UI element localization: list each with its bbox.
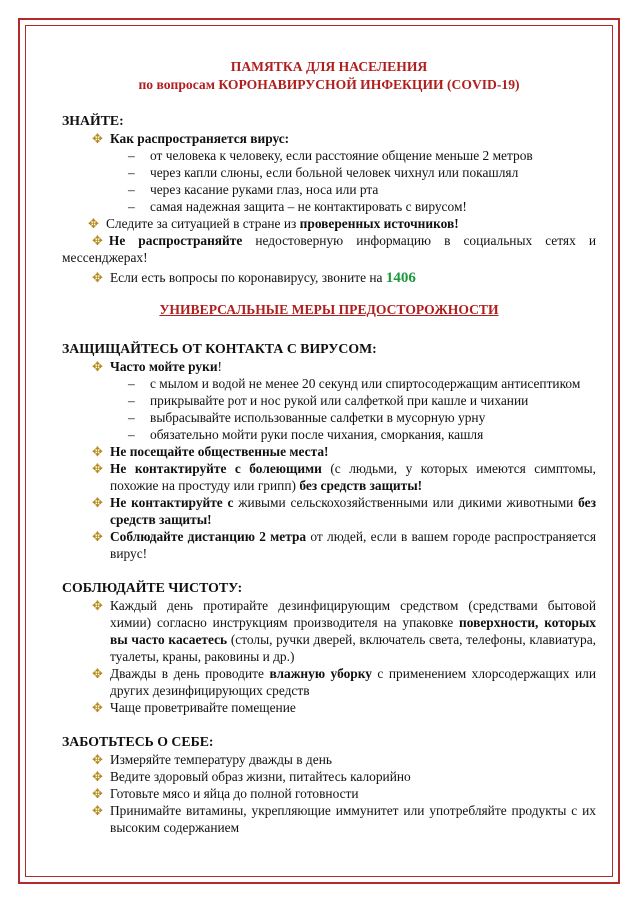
- list-item: [62, 785, 596, 802]
- bullet-icon: ✥: [92, 700, 103, 715]
- list-item-hotline: [62, 269, 596, 287]
- dash-icon: –: [128, 410, 135, 425]
- list-item-sick: [62, 460, 596, 494]
- bullet-icon: ✥: [92, 270, 103, 285]
- sub-item: [62, 375, 596, 392]
- bullet-icon: ✥: [92, 461, 103, 476]
- bullet-icon: ✥: [92, 769, 103, 784]
- sick-bold: Не контактируйте с болеющими: [110, 461, 322, 476]
- animals-text: живыми сельскохозяйственными или дикими животными: [233, 495, 579, 510]
- bullet-icon: ✥: [92, 359, 103, 374]
- sub-item-text: прикрывайте рот и нос рукой или салфеткой при кашле и чихании: [150, 393, 529, 408]
- sub-item: [62, 392, 596, 409]
- wet-cleaning-tail: с применением хлорсодержащих или других дезинфицирующих средств: [110, 666, 596, 698]
- sub-item-text: через касание руками глаз, носа или рта: [150, 182, 379, 197]
- bullet-icon: ✥: [92, 444, 103, 459]
- distance-bold: Соблюдайте дистанцию 2 метра: [110, 529, 307, 544]
- spread-label: Как распространяется вирус:: [110, 131, 290, 146]
- sub-item-text: с мылом и водой не менее 20 секунд или спиртосодержащим антисептиком: [150, 376, 581, 391]
- protect-heading: ЗАЩИЩАЙТЕСЬ ОТ КОНТАКТА С ВИРУСОМ:: [62, 341, 377, 356]
- bullet-icon: ✥: [92, 803, 103, 818]
- wet-cleaning-text: Дважды в день проводите: [110, 666, 270, 681]
- list-item-text: Измеряйте температуру дважды в день: [110, 752, 332, 767]
- list-item-wet-cleaning: [62, 665, 596, 699]
- follow-text: Следите за ситуацией в стране из: [106, 216, 300, 231]
- sub-item-text: от человека к человеку, если расстояние общение меньше 2 метров: [150, 148, 533, 163]
- wash-tail: !: [217, 359, 222, 374]
- animals-bold: Не контактируйте с: [110, 495, 234, 510]
- self-heading: ЗАБОТЬТЕСЬ О СЕБЕ:: [62, 734, 214, 749]
- dash-icon: –: [128, 148, 135, 163]
- dont-spread-text: недостоверную информацию в социальных сетях и мессенджерах!: [62, 233, 596, 265]
- list-item-no-public: [62, 443, 596, 460]
- list-item-wash: [62, 358, 596, 375]
- dont-spread-bold: Не распространяйте: [108, 233, 243, 248]
- hotline-text: Если есть вопросы по коронавирусу, звоните на: [110, 270, 386, 285]
- sick-bold-2: без средств защиты!: [299, 478, 423, 493]
- dash-icon: –: [128, 427, 135, 442]
- hotline-number: 1406: [385, 270, 416, 286]
- list-item-spread: [62, 130, 596, 147]
- sub-item: [62, 426, 596, 443]
- sub-item: [62, 164, 596, 181]
- disinfect-tail: (столы, ручки дверей, включатель света, телефоны, клавиатура, туалеты, краны, раковины и др.): [110, 632, 596, 664]
- memo-content: [62, 58, 596, 836]
- list-item-text: Ведите здоровый образ жизни, питайтесь калорийно: [110, 769, 411, 784]
- disinfect-text: Каждый день протирайте дезинфицирующим средством (средствами бытовой химии) согласно инструкциям производителя на упаковке: [110, 598, 596, 630]
- disinfect-bold: поверхности, которых вы часто касаетесь: [110, 615, 596, 647]
- sick-text: (с людьми, у которых имеются симптомы, похожие на простуду или грипп): [110, 461, 596, 493]
- know-heading: ЗНАЙТЕ:: [62, 113, 124, 128]
- sub-item: [62, 181, 596, 198]
- no-public-text: Не посещайте общественные места!: [110, 444, 329, 459]
- sub-item: [62, 198, 596, 215]
- distance-text: от людей, если в вашем городе распространяется вирус!: [110, 529, 596, 561]
- dash-icon: –: [128, 393, 135, 408]
- list-item-animals: [62, 494, 596, 528]
- dash-icon: –: [128, 376, 135, 391]
- bullet-icon: ✥: [88, 216, 99, 231]
- list-item-text: Готовьте мясо и яйца до полной готовности: [110, 786, 359, 801]
- sub-item: [62, 147, 596, 164]
- list-item-ventilate: [62, 699, 596, 716]
- list-item-disinfect: [62, 597, 596, 665]
- list-item-dont-spread: [62, 232, 596, 266]
- animals-bold-2: без средств защиты!: [110, 495, 596, 527]
- dash-icon: –: [128, 165, 135, 180]
- dash-icon: –: [128, 199, 135, 214]
- sub-item-text: выбрасывайте использованные салфетки в мусорную урну: [150, 410, 486, 425]
- follow-bold: проверенных источников!: [299, 216, 459, 231]
- bullet-icon: ✥: [92, 598, 103, 613]
- dash-icon: –: [128, 182, 135, 197]
- list-item: [62, 802, 596, 836]
- bullet-icon: ✥: [92, 666, 103, 681]
- list-item-distance: [62, 528, 596, 562]
- wet-cleaning-bold: влажную уборку: [269, 666, 372, 681]
- sub-item: [62, 409, 596, 426]
- title-line-1: ПАМЯТКА ДЛЯ НАСЕЛЕНИЯ: [230, 59, 428, 74]
- ventilate-text: Чаще проветривайте помещение: [110, 700, 296, 715]
- sub-item-text: через капли слюны, если больной человек чихнул или покашлял: [150, 165, 519, 180]
- bullet-icon: ✥: [92, 131, 103, 146]
- list-item-follow: [62, 215, 596, 232]
- wash-bold: Часто мойте руки: [110, 359, 218, 374]
- universal-heading: УНИВЕРСАЛЬНЫЕ МЕРЫ ПРЕДОСТОРОЖНОСТИ: [159, 302, 499, 317]
- list-item-text: Принимайте витамины, укрепляющие иммунитет или употребляйте продукты с их высоким содержанием: [110, 803, 596, 835]
- bullet-icon: ✥: [92, 495, 103, 510]
- memo-title: [62, 58, 596, 94]
- sub-item-text: обязательно мойти руки после чихания, сморкания, кашля: [150, 427, 484, 442]
- title-line-2: по вопросам КОРОНАВИРУСНОЙ ИНФЕКЦИИ (COVID-19): [138, 77, 520, 92]
- bullet-icon: ✥: [92, 752, 103, 767]
- bullet-icon: ✥: [92, 233, 103, 248]
- bullet-icon: ✥: [92, 786, 103, 801]
- sub-item-text: самая надежная защита – не контактировать с вирусом!: [150, 199, 467, 214]
- list-item: [62, 751, 596, 768]
- list-item: [62, 768, 596, 785]
- clean-heading: СОБЛЮДАЙТЕ ЧИСТОТУ:: [62, 580, 243, 595]
- bullet-icon: ✥: [92, 529, 103, 544]
